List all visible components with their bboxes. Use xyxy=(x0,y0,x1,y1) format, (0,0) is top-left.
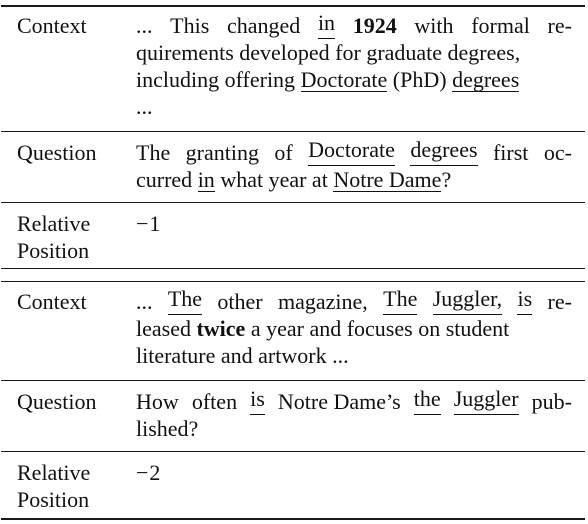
block-divider-upper xyxy=(1,268,585,269)
underlined-token: The xyxy=(383,288,417,315)
relative-position-label: Relative Position xyxy=(17,460,91,512)
context-text: ... The other magazine, The Juggler, is re- leased twice a year and focuses on student literature and artwork ... xyxy=(136,286,572,368)
row-divider xyxy=(1,451,585,452)
relative-position-label: Relative Position xyxy=(17,211,91,263)
relative-position-value: −2 xyxy=(136,460,162,485)
underlined-token: Doctorate xyxy=(308,139,395,166)
answer-span: 1924 xyxy=(352,13,397,38)
row-divider xyxy=(1,131,585,132)
underlined-token: The xyxy=(168,288,202,315)
row-divider xyxy=(1,380,585,381)
block-divider-lower xyxy=(1,281,585,282)
row-divider xyxy=(1,202,585,203)
relative-position-value: −1 xyxy=(136,211,162,236)
context-label: Context xyxy=(17,289,87,314)
question-text: How often is Notre Dame’s the Juggler pub- lished? xyxy=(136,386,572,441)
underlined-token: Juggler xyxy=(454,388,519,415)
top-rule xyxy=(1,5,585,7)
underlined-token: in xyxy=(318,12,335,39)
underlined-token: is xyxy=(250,388,265,415)
context-label: Context xyxy=(17,13,87,38)
underlined-token: degrees xyxy=(452,67,520,92)
underlined-token: the xyxy=(414,388,441,415)
question-text: The granting of Doctorate degrees first oc- curred in what year at Notre Dame? xyxy=(136,137,572,192)
underlined-token: in xyxy=(197,167,215,192)
question-label: Question xyxy=(17,140,97,165)
underlined-token: Doctorate xyxy=(300,67,388,92)
answer-span: twice xyxy=(196,316,246,341)
underlined-token: degrees xyxy=(410,139,477,166)
context-text: ... This changed in 1924 with formal re- quirements developed for graduate degrees, including offering Doctorate (PhD) degrees ... xyxy=(136,10,572,119)
underlined-token: Juggler, xyxy=(433,288,502,315)
underlined-token: Notre Dame xyxy=(333,167,442,192)
question-label: Question xyxy=(17,389,97,414)
underlined-token: is xyxy=(517,288,532,315)
bottom-rule xyxy=(1,518,585,520)
